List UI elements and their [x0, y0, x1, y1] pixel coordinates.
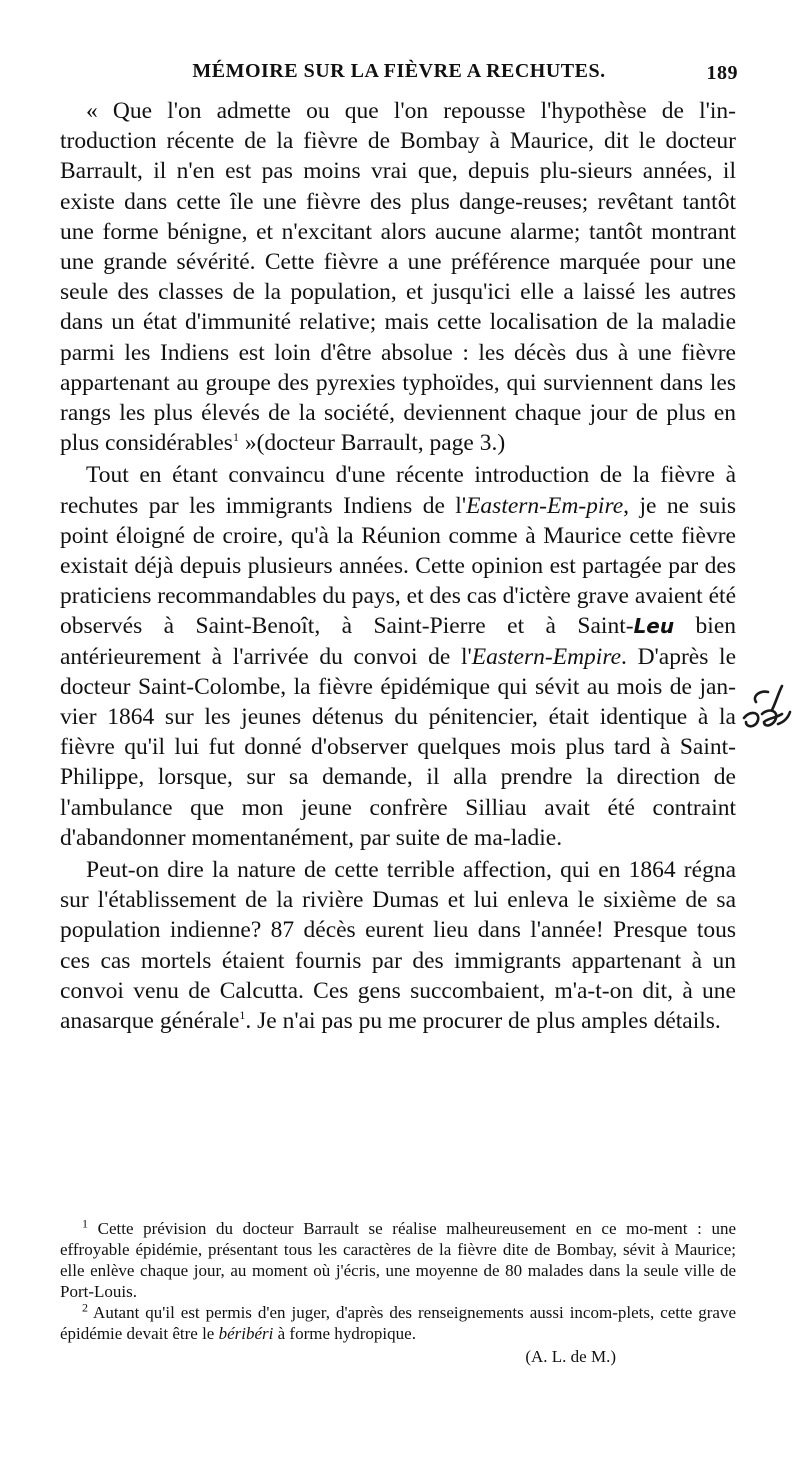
footnote-2-text-b: à forme hydropique. [273, 1324, 416, 1343]
paragraph-3-text-a: Peut-on dire la nature de cette terrible affection, qui en 1864 régna sur l'établissement de la rivière Dumas et lui enleva le sixième de sa population indienne? 87 décès eurent lieu dans l'année! Presque tous ces cas mortels étaient fournis par des immigrants appartenant à un convoi venu de Calcutta. Ces gens succombaient, m'a-t-on dit, à une anasarque générale [60, 857, 736, 1035]
paragraph-1-text: « Que l'on admette ou que l'on repousse l'hypothèse de l'in-troduction récente de la fièvre de Bombay à Maurice, dit le docteur Barrault, il n'en est pas moins vrai que, depuis plu-sieurs années, il existe dans cette île une fièvre des plus dange-reuses; revêtant tantôt une forme bénigne, et n'excitant alors aucune alarme; tantôt montrant une grande sévérité. Cette fièvre a une préférence marquée pour une seule des classes de la population, et jusqu'ici elle a laissé les autres dans un état d'immunité relative; mais cette localisation de la maladie parmi les Indiens est loin d'être absolue : les décès dus à une fièvre appartenant au groupe des pyrexies typhoïdes, qui surviennent dans les rangs les plus élevés de la société, deviennent chaque jour de plus en plus considérables [60, 98, 736, 457]
page-number: 189 [706, 62, 738, 84]
footnote-ref-2: 1 [239, 1008, 246, 1023]
body-text [60, 96, 736, 1036]
paragraph-2-text-c: bien antérieurement à l'arrivée du convoi de l' [60, 613, 737, 670]
paragraph-1-end: »(docteur Barrault, page 3.) [238, 430, 506, 457]
disease-name: béribéri [218, 1324, 274, 1343]
paragraph-3-text-b: . Je n'ai pas pu me procurer de plus amples détails. [245, 1008, 721, 1035]
paragraph-2-text-a: Tout en étant convaincu d'une récente introduction de la fièvre à rechutes par les immigrants Indiens de l' [60, 462, 736, 519]
paragraph-1 [60, 96, 736, 458]
footnote-ref-1: 1 [232, 430, 239, 445]
ship-name-2: Eastern-Empire [471, 643, 622, 670]
paragraph-3 [60, 855, 736, 1036]
running-head: MÉMOIRE SUR LA FIÈVRE A RECHUTES. [192, 60, 606, 82]
paragraph-2 [60, 460, 736, 853]
footnote-1-mark: 1 [82, 1216, 88, 1231]
footnotes [60, 1218, 736, 1367]
footnote-2-text-a: Autant qu'il est permis d'en juger, d'après des renseignements aussi incom-plets, cette grave épidémie devait être le [60, 1303, 736, 1343]
footnote-2-mark: 2 [82, 1300, 88, 1315]
paragraph-2-text-b: , je ne suis point éloigné de croire, qu'à la Réunion comme à Maurice cette fièvre existait déjà depuis plusieurs années. Cette opinion est partagée par des praticiens recommandables du pays, et des cas d'ictère grave avaient été observés à Saint-Benoît, à Saint-Pierre et à Saint- [60, 492, 736, 640]
ship-name-1: Eastern-Em-pire [466, 492, 624, 519]
handwritten-margin-correction [738, 684, 794, 740]
footnote-1 [60, 1218, 736, 1302]
paragraph-2-text-d: . D'après le docteur Saint-Colombe, la fièvre épidémique qui sévit au mois de jan-vier 1864 sur les jeunes détenus du pénitencier, était identique à la fièvre qu'il lui fut donné d'observer quelques mois plus tard à Saint-Philippe, lorsque, sur sa demande, il alla prendre la direction de l'ambulance que mon jeune confrère Silliau avait été contraint d'abandonner momentanément, par suite de ma-ladie. [60, 643, 736, 851]
handwritten-insertion: Leu [633, 614, 675, 639]
footnote-2 [60, 1302, 736, 1344]
page-header [60, 60, 738, 88]
footnote-signature: (A. L. de M.) [525, 1347, 616, 1366]
footnote-1-text: Cette prévision du docteur Barrault se réalise malheureusement en ce mo-ment : une effroyable épidémie, présentant tous les caractères de la fièvre dite de Bombay, sévit à Maurice; elle enlève chaque jour, au moment où j'écris, une moyenne de 80 malades dans la seule ville de Port-Louis. [60, 1219, 736, 1301]
